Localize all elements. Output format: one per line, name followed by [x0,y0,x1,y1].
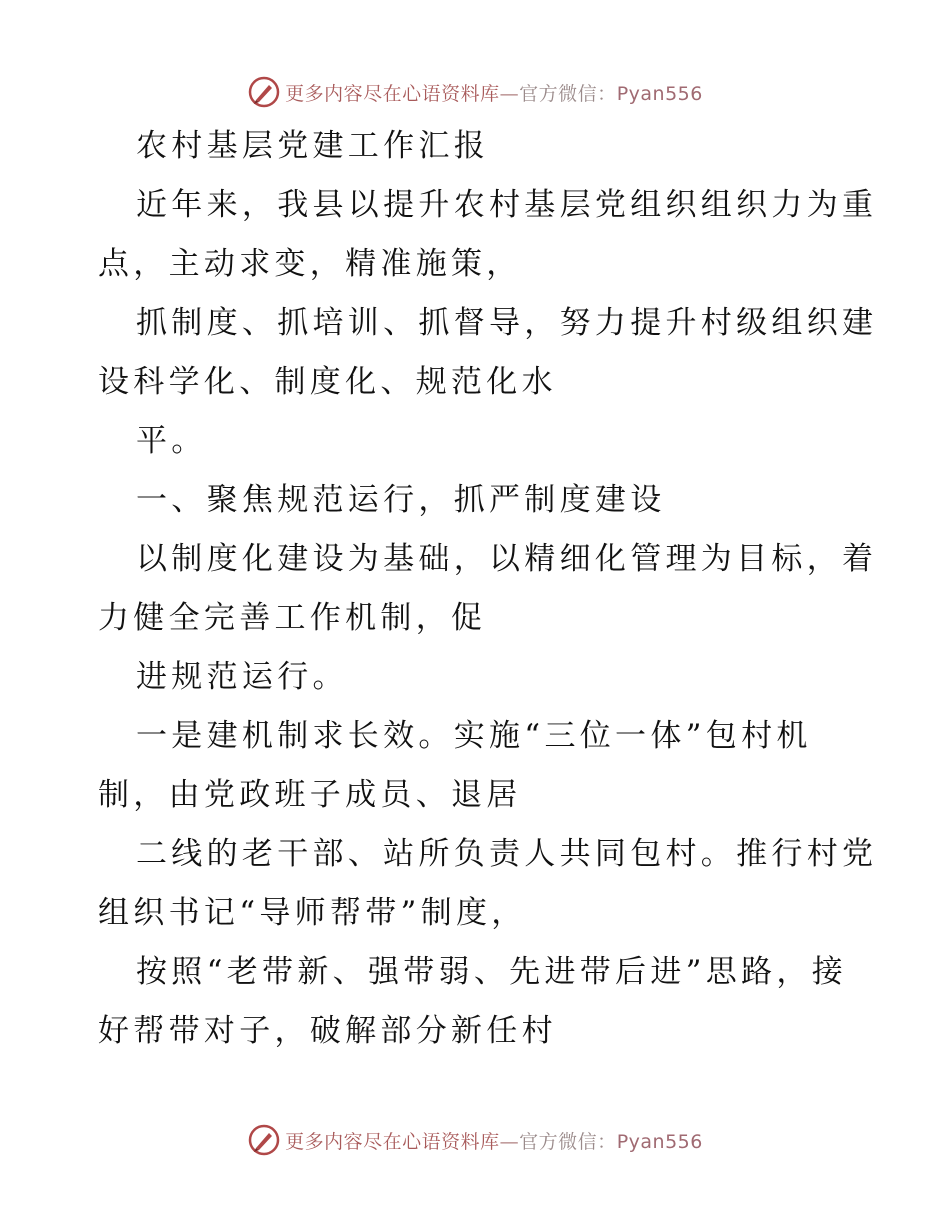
watermark-text [285,79,703,106]
watermark-wechat-label: 官方微信： [519,82,617,105]
text-line: 好帮带对子，破解部分新任村 [98,1013,557,1049]
text-line: 抓制度、抓培训、抓督导，努力提升村级组织建 [136,305,878,341]
text-line: 一是建机制求长效。实施“三位一体”包村机 [136,718,812,754]
text-line: 力健全完善工作机制，促 [98,600,487,636]
section-heading: 一、聚焦规范运行，抓严制度建设 [136,482,666,518]
text-line: 制，由党政班子成员、退居 [98,777,522,813]
watermark-separator: — [499,1130,520,1153]
watermark-wechat-id: Pyan556 [616,1130,703,1153]
watermark-wechat-id: Pyan556 [616,82,703,105]
watermark-wechat-label: 官方微信： [519,1130,617,1153]
watermark-text [285,1127,703,1154]
text-line: 以制度化建设为基础，以精细化管理为目标，着 [136,541,878,577]
text-line: 组织书记“导师帮带”制度， [98,895,527,931]
text-line: 平。 [136,423,207,459]
watermark-library-text: 更多内容尽在心语资料库 [285,82,500,105]
text-line: 进规范运行。 [136,659,348,695]
pen-logo-icon [247,1123,281,1157]
text-line: 点，主动求变，精准施策， [98,246,522,282]
text-line: 二线的老干部、站所负责人共同包村。推行村党 [136,836,878,872]
footer-watermark [0,1120,950,1160]
watermark-separator: — [499,82,520,105]
text-line: 近年来，我县以提升农村基层党组织组织力为重 [136,187,878,223]
text-line: 按照“老带新、强带弱、先进带后进”思路，接 [136,954,847,990]
pen-logo-icon [247,75,281,109]
header-watermark [0,72,950,112]
text-line: 设科学化、制度化、规范化水 [98,364,557,400]
watermark-library-text: 更多内容尽在心语资料库 [285,1130,500,1153]
document-title: 农村基层党建工作汇报 [136,128,489,164]
document-body [98,117,878,1061]
